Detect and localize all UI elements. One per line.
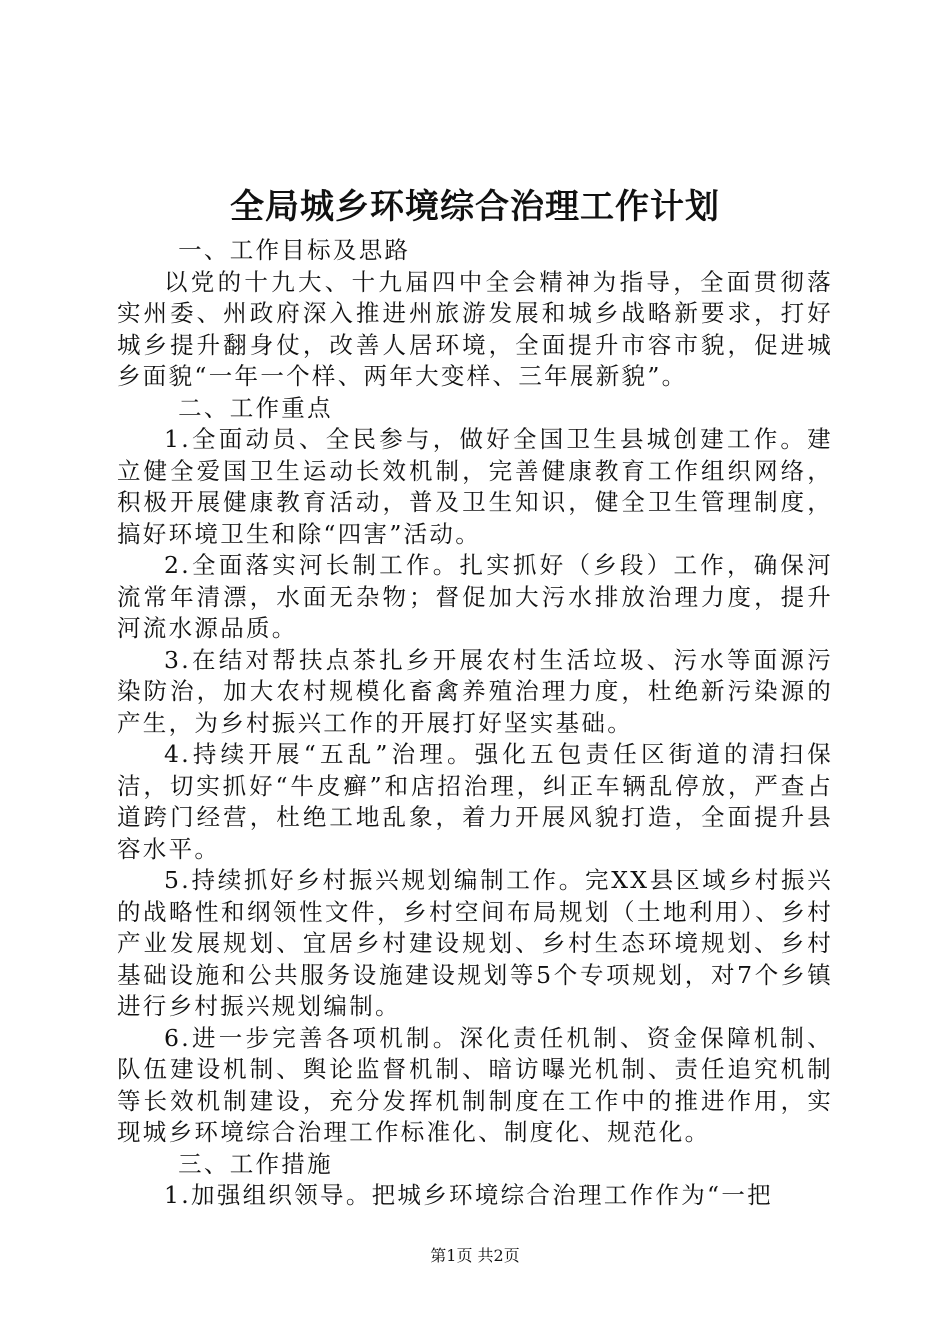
body-paragraph: 3.在结对帮扶点茶扎乡开展农村生活垃圾、污水等面源污染防治，加大农村规模化畜禽养殖治理力度，杜绝新污染源的产生，为乡村振兴工作的开展打好坚实基础。 xyxy=(117,645,833,737)
page-footer: 第1页 共2页 xyxy=(430,1246,520,1265)
body-paragraph: 1.全面动员、全民参与，做好全国卫生县城创建工作。建立健全爱国卫生运动长效机制，完善健康教育工作组织网络，积极开展健康教育活动，普及卫生知识，健全卫生管理制度，搞好环境卫生和除“四害”活动。 xyxy=(117,425,833,548)
section-heading: 二、工作重点 xyxy=(178,393,333,422)
body-paragraph: 2.全面落实河长制工作。扎实抓好（乡段）工作，确保河流常年清漂，水面无杂物；督促加大污水排放治理力度，提升河流水源品质。 xyxy=(117,551,833,642)
section-heading: 三、工作措施 xyxy=(178,1149,333,1178)
body-paragraph: 4.持续开展“五乱”治理。强化五包责任区街道的清扫保洁，切实抓好“牛皮癣”和店招治理，纠正车辆乱停放，严查占道跨门经营，杜绝工地乱象，着力开展风貌打造，全面提升县容水平。 xyxy=(117,740,833,863)
body-paragraph: 以党的十九大、十九届四中全会精神为指导，全面贯彻落实州委、州政府深入推进州旅游发展和城乡战略新要求，打好城乡提升翻身仗，改善人居环境，全面提升市容市貌，促进城乡面貌“一年一个样、两年大变样、三年展新貌”。 xyxy=(117,267,833,390)
document-title: 全局城乡环境综合治理工作计划 xyxy=(230,187,720,227)
body-paragraph: 6.进一步完善各项机制。深化责任机制、资金保障机制、队伍建设机制、舆论监督机制、暗访曝光机制、责任追究机制等长效机制建设，充分发挥机制制度在工作中的推进作用，实现城乡环境综合治理工作标准化、制度化、规范化。 xyxy=(117,1023,833,1146)
section-heading: 一、工作目标及思路 xyxy=(178,236,411,264)
body-paragraph: 5.持续抓好乡村振兴规划编制工作。完XX县区域乡村振兴的战略性和纲领性文件，乡村空间布局规划（土地利用）、乡村产业发展规划、宜居乡村建设规划、乡村生态环境规划、乡村基础设施和公共服务设施建设规划等5个专项规划，对7个乡镇进行乡村振兴规划编制。 xyxy=(117,866,833,1020)
body-paragraph: 1.加强组织领导。把城乡环境综合治理工作作为“一把 xyxy=(164,1181,773,1209)
document-body xyxy=(117,235,833,1212)
